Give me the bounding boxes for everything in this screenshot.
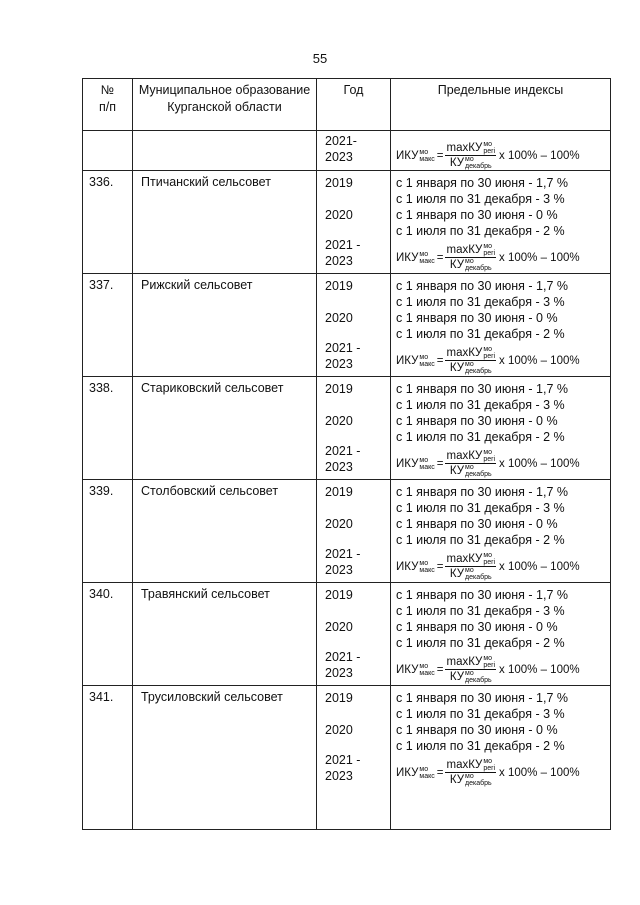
cell-num bbox=[83, 480, 133, 583]
cell-indices bbox=[391, 686, 611, 830]
cell-name bbox=[133, 131, 317, 171]
cell-indices bbox=[391, 583, 611, 686]
formula-equals: = bbox=[436, 149, 444, 162]
year-2019: 2019 bbox=[325, 588, 353, 603]
index-line: с 1 января по 30 июня - 0 % bbox=[396, 311, 558, 326]
municipality-name: Рижский сельсовет bbox=[141, 278, 253, 293]
cell-num bbox=[83, 377, 133, 480]
index-line: с 1 июля по 31 декабря - 3 % bbox=[396, 707, 565, 722]
year-2020: 2020 bbox=[325, 208, 353, 223]
formula-equals: = bbox=[436, 663, 444, 676]
index-line: с 1 июля по 31 декабря - 3 % bbox=[396, 604, 565, 619]
formula-equals: = bbox=[436, 251, 444, 264]
formula-equals: = bbox=[436, 354, 444, 367]
formula bbox=[396, 243, 610, 272]
formula-tail: x 100% – 100% bbox=[499, 149, 580, 162]
formula bbox=[396, 141, 610, 170]
index-line: с 1 июля по 31 декабря - 3 % bbox=[396, 501, 565, 516]
formula-equals: = bbox=[436, 766, 444, 779]
municipality-name: Столбовский сельсовет bbox=[141, 484, 279, 499]
year-2020: 2020 bbox=[325, 517, 353, 532]
index-line: с 1 января по 30 июня - 0 % bbox=[396, 208, 558, 223]
index-line: с 1 июля по 31 декабря - 2 % bbox=[396, 430, 565, 445]
year-range: 2021 - 2023 bbox=[325, 238, 361, 269]
year-2019: 2019 bbox=[325, 176, 353, 191]
index-line: с 1 июля по 31 декабря - 2 % bbox=[396, 327, 565, 342]
formula-tail: x 100% – 100% bbox=[499, 354, 580, 367]
formula-fraction: maxКУ мо peri КУ мо декабрь bbox=[446, 552, 496, 582]
formula-tail: x 100% – 100% bbox=[499, 560, 580, 573]
index-line: с 1 июля по 31 декабря - 3 % bbox=[396, 398, 565, 413]
cell-num bbox=[83, 131, 133, 171]
formula-lhs: ИКУ мо макс bbox=[396, 353, 435, 368]
formula-fraction: maxКУ мо peri КУ мо декабрь bbox=[446, 758, 496, 788]
row-number: 337. bbox=[89, 278, 114, 293]
header-year: Год bbox=[317, 79, 391, 131]
formula-equals: = bbox=[436, 457, 444, 470]
cell-name bbox=[133, 274, 317, 377]
formula-tail: x 100% – 100% bbox=[499, 457, 580, 470]
year-2019: 2019 bbox=[325, 382, 353, 397]
formula-tail: x 100% – 100% bbox=[499, 663, 580, 676]
year-2019: 2019 bbox=[325, 279, 353, 294]
year-range: 2021 - 2023 bbox=[325, 547, 361, 578]
formula-lhs: ИКУ мо макс bbox=[396, 559, 435, 574]
municipality-name: Травянский сельсовет bbox=[141, 587, 270, 602]
cell-years bbox=[317, 171, 391, 274]
limit-index-table bbox=[82, 78, 611, 830]
formula-lhs: ИКУ мо макс bbox=[396, 662, 435, 677]
header-num: № п/п bbox=[83, 79, 133, 131]
cell-indices bbox=[391, 377, 611, 480]
formula bbox=[396, 552, 610, 581]
formula-lhs: ИКУ мо макс bbox=[396, 250, 435, 265]
header-limit-indices: Предельные индексы bbox=[391, 79, 611, 131]
formula bbox=[396, 449, 610, 478]
cell-num bbox=[83, 686, 133, 830]
index-line: с 1 января по 30 июня - 1,7 % bbox=[396, 485, 568, 500]
page-number: 55 bbox=[312, 51, 328, 66]
cell-years bbox=[317, 480, 391, 583]
municipality-name: Стариковский сельсовет bbox=[141, 381, 284, 396]
index-line: с 1 июля по 31 декабря - 2 % bbox=[396, 224, 565, 239]
year-2019: 2019 bbox=[325, 691, 353, 706]
formula-tail: x 100% – 100% bbox=[499, 766, 580, 779]
index-line: с 1 января по 30 июня - 1,7 % bbox=[396, 176, 568, 191]
index-line: с 1 января по 30 июня - 1,7 % bbox=[396, 279, 568, 294]
municipality-name: Трусиловский сельсовет bbox=[141, 690, 283, 705]
cell-name bbox=[133, 377, 317, 480]
table-row bbox=[83, 377, 611, 480]
cell-name bbox=[133, 480, 317, 583]
row-number: 340. bbox=[89, 587, 114, 602]
cell-num bbox=[83, 274, 133, 377]
cell-num bbox=[83, 171, 133, 274]
index-line: с 1 июля по 31 декабря - 3 % bbox=[396, 295, 565, 310]
cell-indices bbox=[391, 131, 611, 171]
year-2020: 2020 bbox=[325, 414, 353, 429]
table-row bbox=[83, 274, 611, 377]
year-range: 2021 - 2023 bbox=[325, 444, 361, 475]
table-row bbox=[83, 480, 611, 583]
year-2020: 2020 bbox=[325, 620, 353, 635]
formula-fraction: maxКУ мо peri КУ мо декабрь bbox=[446, 141, 496, 171]
table-row bbox=[83, 583, 611, 686]
year-range: 2021- 2023 bbox=[325, 134, 357, 164]
formula-fraction: maxКУ мо peri КУ мо декабрь bbox=[446, 346, 496, 376]
formula-tail: x 100% – 100% bbox=[499, 251, 580, 264]
year-2020: 2020 bbox=[325, 311, 353, 326]
cell-years bbox=[317, 131, 391, 171]
year-range: 2021 - 2023 bbox=[325, 341, 361, 372]
formula-equals: = bbox=[436, 560, 444, 573]
index-line: с 1 января по 30 июня - 0 % bbox=[396, 723, 558, 738]
index-line: с 1 января по 30 июня - 1,7 % bbox=[396, 691, 568, 706]
formula-fraction: maxКУ мо peri КУ мо декабрь bbox=[446, 243, 496, 273]
table-header-row bbox=[83, 79, 611, 131]
index-line: с 1 июля по 31 декабря - 2 % bbox=[396, 636, 565, 651]
table-row bbox=[83, 171, 611, 274]
row-number: 339. bbox=[89, 484, 114, 499]
cell-indices bbox=[391, 480, 611, 583]
cell-indices bbox=[391, 274, 611, 377]
index-line: с 1 июля по 31 декабря - 2 % bbox=[396, 533, 565, 548]
cell-name bbox=[133, 583, 317, 686]
year-2019: 2019 bbox=[325, 485, 353, 500]
formula-lhs: ИКУ мо макс bbox=[396, 765, 435, 780]
formula bbox=[396, 346, 610, 375]
index-line: с 1 января по 30 июня - 0 % bbox=[396, 517, 558, 532]
index-line: с 1 января по 30 июня - 1,7 % bbox=[396, 588, 568, 603]
cell-num bbox=[83, 583, 133, 686]
cell-name bbox=[133, 686, 317, 830]
formula-lhs: ИКУ мо макс bbox=[396, 456, 435, 471]
cell-years bbox=[317, 274, 391, 377]
year-range: 2021 - 2023 bbox=[325, 753, 361, 784]
header-municipality: Муниципальное образование Курганской области bbox=[133, 79, 317, 131]
cell-years bbox=[317, 377, 391, 480]
cell-years bbox=[317, 686, 391, 830]
year-2020: 2020 bbox=[325, 723, 353, 738]
index-line: с 1 января по 30 июня - 0 % bbox=[396, 620, 558, 635]
index-line: с 1 июля по 31 декабря - 2 % bbox=[396, 739, 565, 754]
index-line: с 1 января по 30 июня - 1,7 % bbox=[396, 382, 568, 397]
formula-fraction: maxКУ мо peri КУ мо декабрь bbox=[446, 449, 496, 479]
formula bbox=[396, 758, 610, 787]
year-range: 2021 - 2023 bbox=[325, 650, 361, 681]
cell-years bbox=[317, 583, 391, 686]
row-number: 338. bbox=[89, 381, 114, 396]
index-line: с 1 января по 30 июня - 0 % bbox=[396, 414, 558, 429]
index-line: с 1 июля по 31 декабря - 3 % bbox=[396, 192, 565, 207]
row-number: 336. bbox=[89, 175, 114, 190]
municipality-name: Птичанский сельсовет bbox=[141, 175, 271, 190]
formula-lhs: ИКУ мо макс bbox=[396, 148, 435, 163]
row-number: 341. bbox=[89, 690, 114, 705]
table-row bbox=[83, 686, 611, 830]
formula bbox=[396, 655, 610, 684]
cell-name bbox=[133, 171, 317, 274]
formula-fraction: maxКУ мо peri КУ мо декабрь bbox=[446, 655, 496, 685]
cell-indices bbox=[391, 171, 611, 274]
table-row-continuation bbox=[83, 131, 611, 171]
